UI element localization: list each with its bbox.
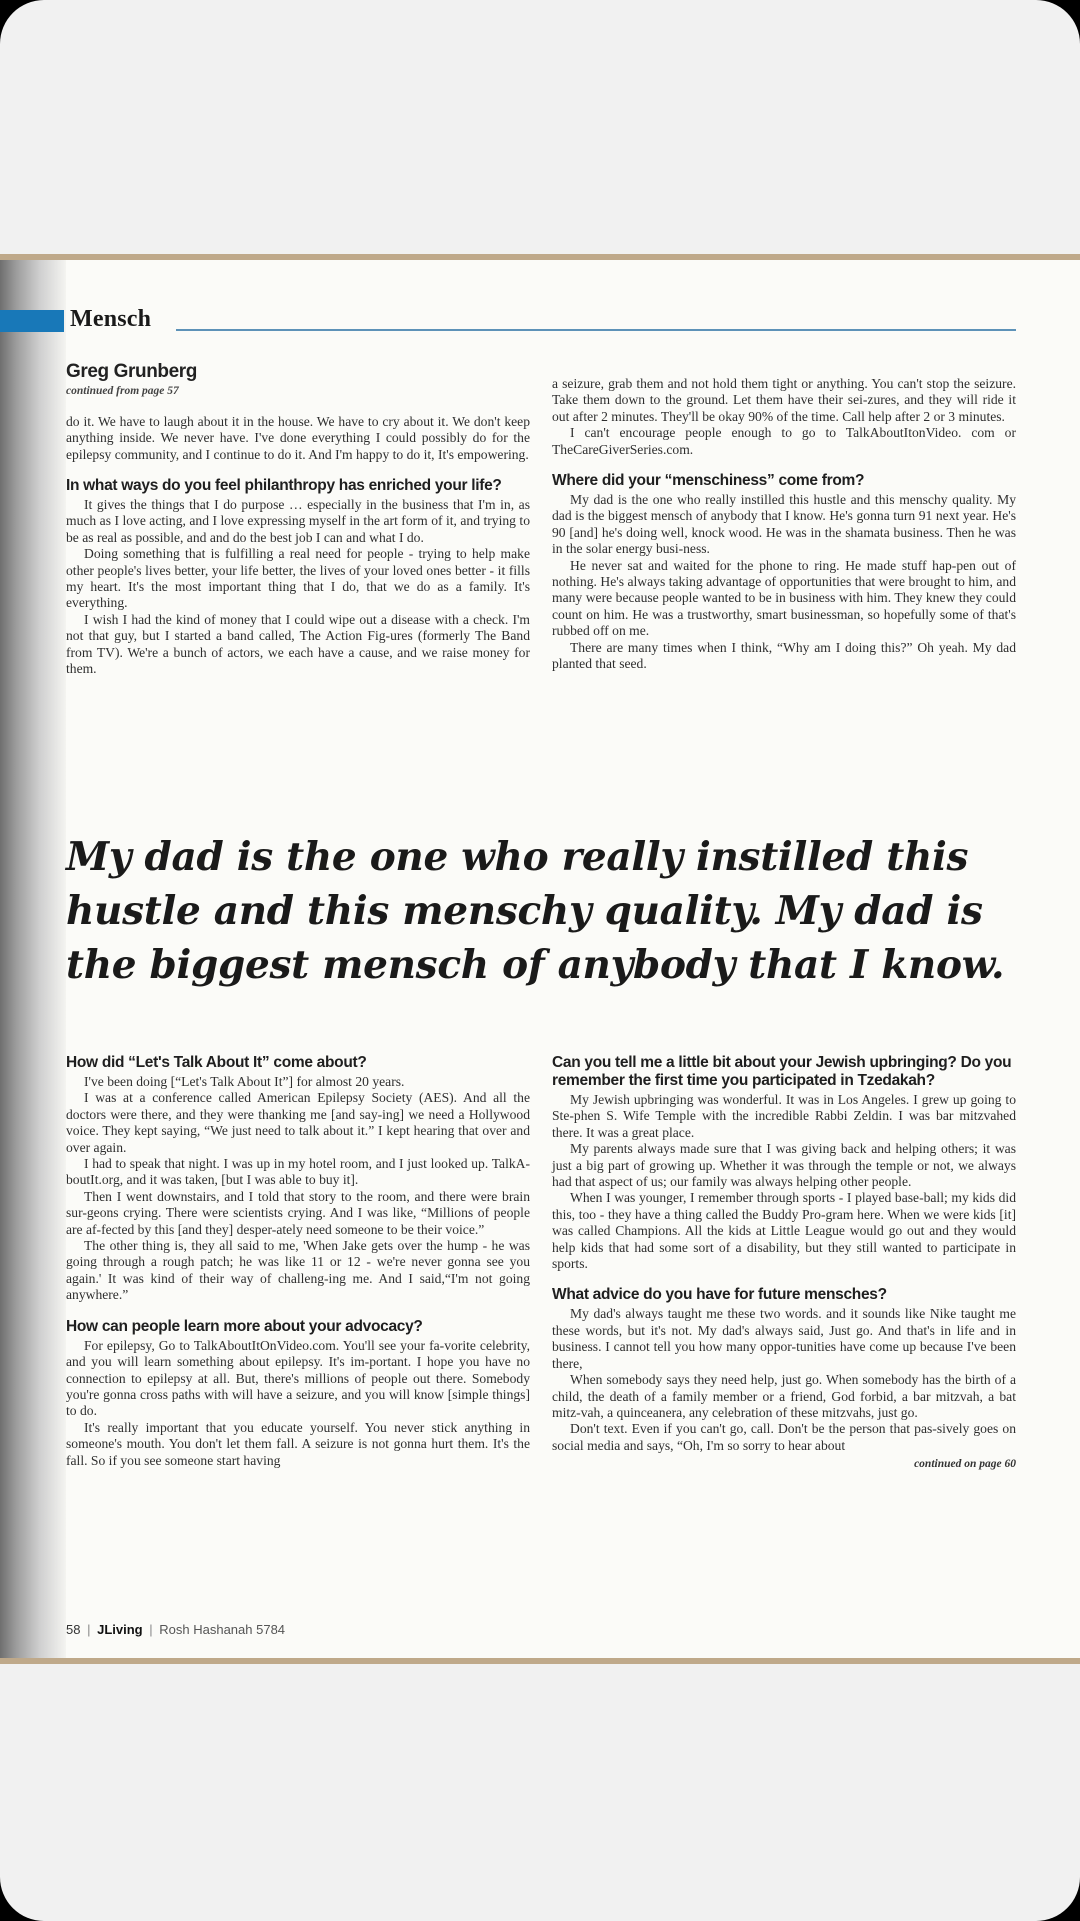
footer-separator: | — [87, 1622, 91, 1637]
column-bottom-right — [552, 1054, 1016, 1473]
question-heading: How did “Let's Talk About It” come about? — [66, 1054, 367, 1071]
pull-quote: My dad is the one who really instilled this hustle and this menschy quality. My dad is the biggest mensch of anybody that I know. — [66, 834, 1005, 988]
paragraph: My Jewish upbringing was wonderful. It was in Los Angeles. I grew up going to Ste-phen S. Wife Temple with the incredible Rabbi Zeldin. I was bar mitzvahed there. It was a great place. — [552, 1092, 1016, 1140]
paragraph: Don't text. Even if you can't go, call. Don't be the person that pas-sively goes on social media and says, “Oh, I'm so sorry to hear about — [552, 1421, 1016, 1453]
paragraph: Doing something that is fulfilling a real need for people - trying to help make other people's lives better, your life better, the lives of your loved ones better - it fills my heart. It's the most important thing that I do, that we do as a family. It's everything. — [66, 546, 530, 611]
paragraph: It gives the things that I do purpose … especially in the business that I'm in, as much as I love acting, and I love expressing myself in the art form of it, and trying to be as real as possible, and and do the best job I can and what I do. — [66, 497, 530, 545]
continued-from-note: continued from page 57 — [66, 385, 179, 398]
column-top-right — [552, 376, 1016, 673]
footer-separator: | — [149, 1622, 153, 1637]
question-heading: How can people learn more about your advocacy? — [66, 1317, 423, 1335]
page-footer — [66, 1622, 285, 1637]
paragraph: a seizure, grab them and not hold them tight or anything. You can't stop the seizure. Take them down to the ground. Let them have their sei-zures, and they will ride it out after 2 minutes. They'll be okay 90% of the time. Call help after 2 or 3 minutes. — [552, 376, 1016, 424]
section-rule — [176, 329, 1016, 331]
column-bottom-left — [66, 1054, 530, 1469]
paragraph: My dad is the one who really instilled this hustle and this menschy quality. My dad is the biggest mensch of anybody that I know. He's gonna turn 91 next year. He's 90 [and] he's doing well, knock wood. He was in the shamata business. Then he was in the solar energy busi-ness. — [552, 492, 1016, 557]
paragraph: When I was younger, I remember through sports - I played base-ball; my kids did this, too - they have a thing called the Buddy Pro-gram here. When we were kids [it] was called Champions. All the kids at Little League would go out and they would help kids that had some sort of a disability, but they still wanted to participate in sports. — [552, 1190, 1016, 1272]
section-header — [0, 306, 1016, 336]
continued-on-note: continued on page 60 — [914, 1458, 1016, 1471]
paragraph: I wish I had the kind of money that I could wipe out a disease with a check. I'm not that guy, but I started a band called, The Action Fig-ures (formerly The Band from TV). We're a bunch of actors, we each have a cause, and we raise money for them. — [66, 611, 530, 677]
paragraph: For epilepsy, Go to TalkAboutItOnVideo.com. You'll see your fa-vorite celebrity, and you will learn something about epilepsy. It's im-portant. I hope you have no connection to epilepsy at all. But, there's millions of people out there. Somebody you're gonna cross paths with will have a seizure, and you will know [simple things] to do. — [66, 1337, 530, 1419]
paragraph: I can't encourage people enough to go to TalkAboutItonVideo. com or TheCareGiverSeries.com. — [552, 425, 1016, 457]
column-top-left — [66, 361, 530, 678]
paragraph: Then I went downstairs, and I told that story to the room, and there were brain sur-geons crying. There were scientists crying. And I was like, “Millions of people are af-fected by this [and they] desper-ately need someone to be their voice.” — [66, 1188, 530, 1237]
paragraph: do it. We have to laugh about it in the house. We have to cry about it. We don't keep anything inside. We never have. I've done everything I could possibly do for the epilepsy community, and I continue to do it. And I'm happy to do it, It's empowering. — [66, 413, 530, 462]
author-name: Greg Grunberg — [66, 361, 197, 382]
paragraph: I had to speak that night. I was up in my hotel room, and I just looked up. TalkA-boutIt.org, and it was taken, [but I was able to buy it]. — [66, 1156, 530, 1188]
magazine-page — [0, 254, 1080, 1664]
page-spine-shadow — [0, 260, 66, 1658]
paragraph: There are many times when I think, “Why am I doing this?” Oh yeah. My dad planted that seed. — [552, 639, 1016, 672]
paragraph: He never sat and waited for the phone to ring. He made stuff hap-pen out of nothing. He's always taking advantage of opportunities that were brought to him, and many were because people wanted to be in business with him. They knew they could count on him. He was a trustworthy, smart businessman, so hopefully some of that's rubbed off on me. — [552, 557, 1016, 639]
page-number: 58 — [66, 1622, 81, 1637]
paragraph: I've been doing [“Let's Talk About It”] for almost 20 years. — [84, 1074, 405, 1089]
issue-name: Rosh Hashanah 5784 — [159, 1622, 286, 1637]
paragraph: My dad's always taught me these two words. and it sounds like Nike taught me these words, but it's not. My dad's always said, Just go. And that's in life and in business. I cannot tell you how many oppor-tunities have come up because I've been there, — [552, 1306, 1016, 1371]
paragraph: When somebody says they need help, just go. When somebody has the birth of a child, the death of a family member or a friend, God forbid, a bar mitzvah, a bat mitz-vah, a quinceanera, any celebration of these mitzvahs, just go. — [552, 1372, 1016, 1420]
question-heading: Can you tell me a little bit about your Jewish upbringing? Do you remember the first time you participated in Tzedakah? — [552, 1054, 1012, 1089]
paragraph: The other thing is, they all said to me, 'When Jake gets over the hump - he was going through a rough patch; he was like 11 or 12 - we're never gonna see you again.' It was kind of their way of challeng-ing me. And I said,“I'm not going anywhere.” — [66, 1238, 530, 1303]
paragraph: My parents always made sure that I was giving back and helping others; it was just a big part of growing up. Whether it was through the temple or not, we always had that aspect of us; our family was always helping other people. — [552, 1141, 1016, 1190]
question-heading: What advice do you have for future mensches? — [552, 1286, 887, 1304]
section-title: Mensch — [70, 306, 152, 332]
magazine-name: JLiving — [97, 1622, 143, 1637]
section-color-bar — [0, 310, 64, 332]
paragraph: It's really important that you educate yourself. You never stick anything in someone's mouth. You don't let them fall. A seizure is not gonna hurt them. It's the fall. So if you see someone start having — [66, 1419, 530, 1468]
question-heading: Where did your “menschiness” come from? — [552, 472, 865, 490]
question-heading: In what ways do you feel philanthropy has enriched your life? — [66, 477, 502, 495]
paragraph: I was at a conference called American Epilepsy Society (AES). And all the doctors were there, and they were thanking me [and say-ing] we need a Hollywood voice. They kept saying, “We just need to talk about it.” I kept hearing that over and over again. — [66, 1090, 530, 1155]
